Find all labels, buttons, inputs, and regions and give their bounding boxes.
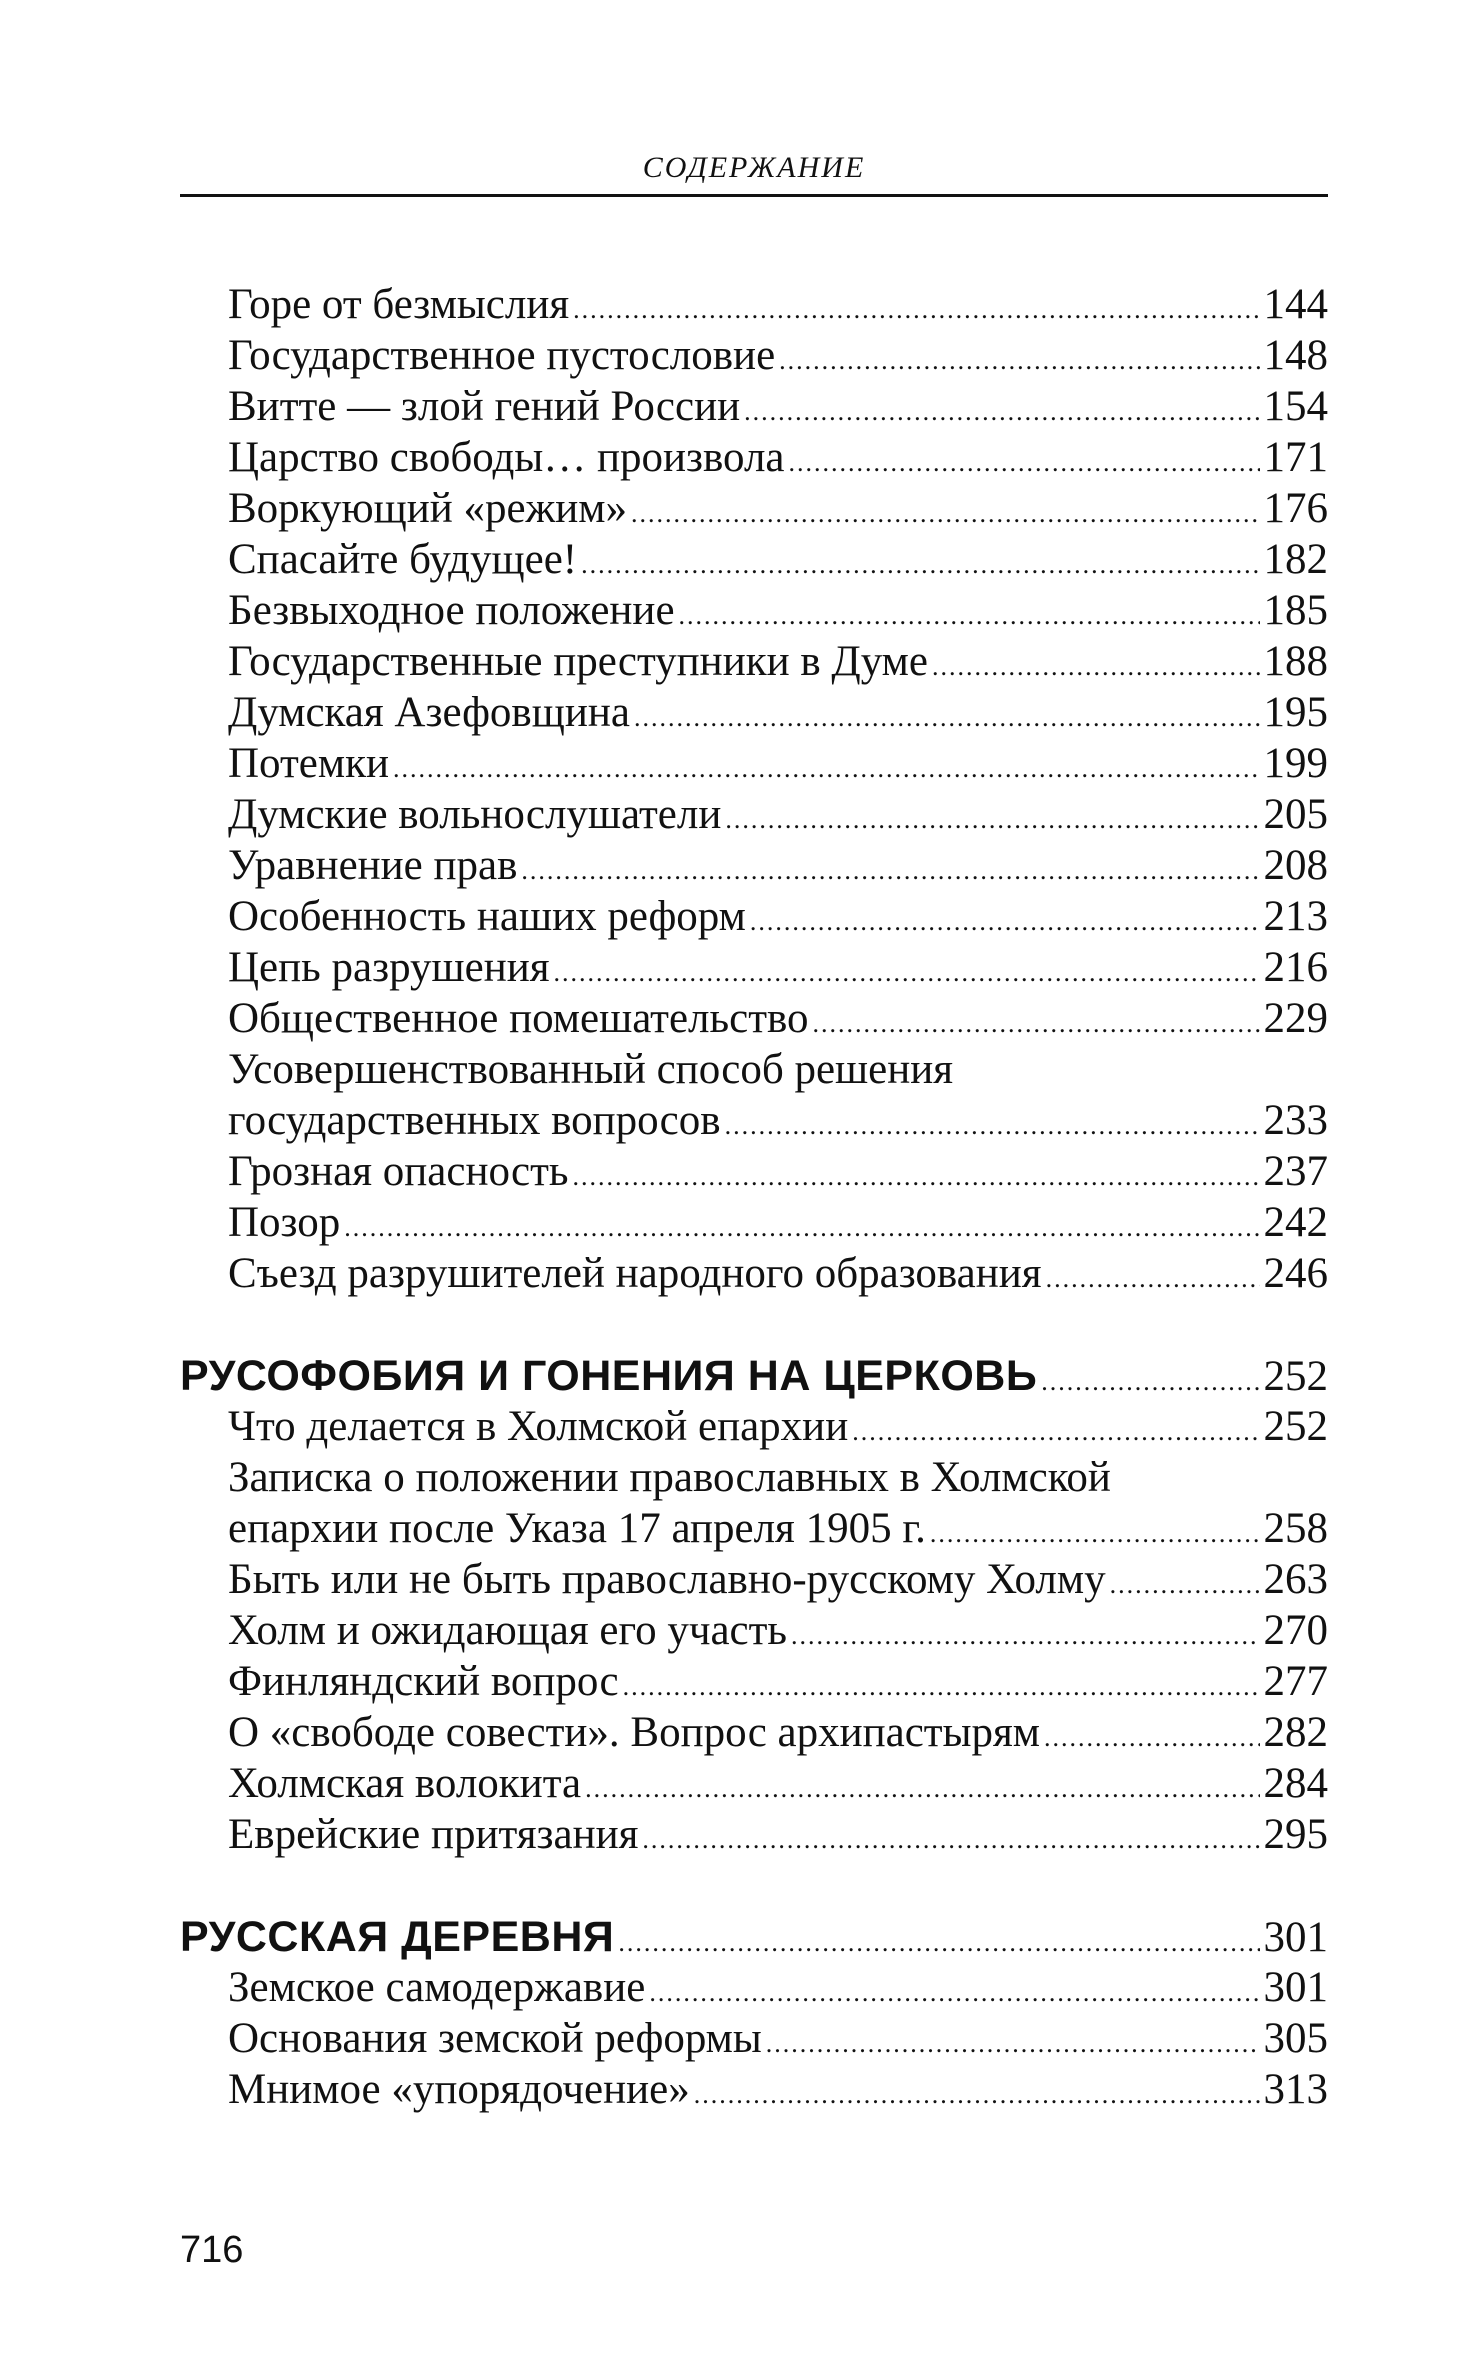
toc-entry (228, 1810, 1328, 1860)
dot-leader (344, 1215, 1259, 1241)
toc-entry-title: РУССКАЯ ДЕРЕВНЯ (180, 1913, 615, 1961)
toc-entry (228, 433, 1328, 483)
toc-entry-page: 258 (1263, 1505, 1328, 1552)
toc-entry-page: 195 (1263, 689, 1328, 736)
toc-entry-page: 205 (1263, 791, 1328, 838)
toc-entry-title: Съезд разрушителей народного образования (228, 1250, 1042, 1297)
dot-leader (930, 1521, 1260, 1547)
toc-entry (228, 1096, 1328, 1146)
toc-entry (228, 1045, 1328, 1095)
dot-leader (766, 2031, 1260, 2057)
toc-entry (228, 1657, 1328, 1707)
toc-entry-page: 154 (1263, 383, 1328, 430)
dot-leader (521, 858, 1259, 884)
toc-entry (228, 790, 1328, 840)
toc-entry (228, 2014, 1328, 2064)
toc-entry-title: Финляндский вопрос (228, 1658, 619, 1705)
toc-entry-title: Потемки (228, 740, 389, 787)
toc-entry-page: 313 (1263, 2066, 1328, 2113)
toc-entry (228, 688, 1328, 738)
toc-entry-title: О «свободе совести». Вопрос архипастырям (228, 1709, 1040, 1756)
toc-entry-page: 301 (1263, 1964, 1328, 2011)
toc-entry-page: 301 (1263, 1914, 1328, 1961)
toc-entry-title: Быть или не быть православно-русскому Холму (228, 1556, 1106, 1603)
toc-entry-title: Витте — злой гений России (228, 383, 741, 430)
toc-section-heading (180, 1912, 1328, 1963)
toc-entry (228, 280, 1328, 330)
toc-entry (228, 1147, 1328, 1197)
toc-entry-page: 171 (1263, 434, 1328, 481)
dot-leader (779, 348, 1259, 374)
toc-entry (228, 1453, 1328, 1503)
toc-entry-page: 295 (1263, 1811, 1328, 1858)
toc-entry-page: 176 (1263, 485, 1328, 532)
toc-entry-title: Безвыходное положение (228, 587, 675, 634)
dot-leader (649, 1980, 1259, 2006)
toc-entry-title: епархии после Указа 17 апреля 1905 г. (228, 1505, 926, 1552)
toc-entry-page: 182 (1263, 536, 1328, 583)
dot-leader (554, 960, 1260, 986)
toc-entry-title: РУСОФОБИЯ И ГОНЕНИЯ НА ЦЕРКОВЬ (180, 1352, 1038, 1400)
toc-section-heading (180, 1351, 1328, 1402)
dot-leader (725, 807, 1259, 833)
dot-leader (744, 399, 1259, 425)
dot-leader (750, 909, 1260, 935)
dot-leader (573, 1164, 1260, 1190)
toc-entry (228, 535, 1328, 585)
dot-leader (852, 1419, 1259, 1445)
dot-leader (642, 1827, 1259, 1853)
toc-entry-page: 270 (1263, 1607, 1328, 1654)
toc-entry-title: Думские вольнослушатели (228, 791, 722, 838)
toc-entry-page: 242 (1263, 1199, 1328, 1246)
toc-entry-title: Усовершенствованный способ решения (228, 1046, 954, 1093)
toc-entry-title: Основания земской реформы (228, 2015, 762, 2062)
toc-entry-title: Воркующий «режим» (228, 485, 627, 532)
dot-leader (1041, 1369, 1259, 1395)
toc-entry-title: Грозная опасность (228, 1148, 569, 1195)
dot-leader (1046, 1266, 1260, 1292)
toc-entry-page: 144 (1263, 281, 1328, 328)
dot-leader (725, 1113, 1260, 1139)
toc-entry-title: Холмская волокита (228, 1760, 582, 1807)
toc-entry (228, 382, 1328, 432)
dot-leader (573, 297, 1259, 323)
toc-entry-page: 208 (1263, 842, 1328, 889)
toc-entry-title: Еврейские притязания (228, 1811, 639, 1858)
toc-entry-page: 237 (1263, 1148, 1328, 1195)
toc-entry (228, 1759, 1328, 1809)
toc-entry-title: Спасайте будущее! (228, 536, 578, 583)
running-head: СОДЕРЖАНИЕ (642, 151, 866, 184)
dot-leader (932, 654, 1260, 680)
toc-entry (228, 892, 1328, 942)
dot-leader (618, 1930, 1259, 1956)
toc-entry-page: 199 (1263, 740, 1328, 787)
toc-entry (228, 1555, 1328, 1605)
toc-entry (228, 1708, 1328, 1758)
toc-entry-title: Думская Азефовщина (228, 689, 630, 736)
dot-leader (634, 705, 1260, 731)
toc-entry (228, 1402, 1328, 1452)
toc-entry-title: Позор (228, 1199, 341, 1246)
toc-entry-page: 233 (1263, 1097, 1328, 1144)
toc-entry-page: 277 (1263, 1658, 1328, 1705)
toc-entry-title: Записка о положении православных в Холмской (228, 1454, 1111, 1501)
toc-entry-page: 185 (1263, 587, 1328, 634)
dot-leader (1110, 1572, 1260, 1598)
toc-entry-page: 229 (1263, 995, 1328, 1042)
toc-entry (228, 841, 1328, 891)
toc-entry-page: 284 (1263, 1760, 1328, 1807)
toc-entry (228, 1606, 1328, 1656)
toc-entry (228, 1249, 1328, 1299)
dot-leader (623, 1674, 1260, 1700)
toc-entry (228, 1504, 1328, 1554)
toc-entry (228, 1198, 1328, 1248)
toc-entry-title: Государственные преступники в Думе (228, 638, 928, 685)
toc-entry (228, 2065, 1328, 2115)
dot-leader (1044, 1725, 1260, 1751)
toc-entry (228, 994, 1328, 1044)
toc-entry (228, 739, 1328, 789)
dot-leader (393, 756, 1260, 782)
dot-leader (631, 501, 1260, 527)
toc-entry-page: 305 (1263, 2015, 1328, 2062)
toc-entry-page: 252 (1263, 1403, 1328, 1450)
dot-leader (789, 450, 1260, 476)
dot-leader (581, 552, 1259, 578)
dot-leader (694, 2082, 1260, 2108)
toc-entry-title: Царство свободы… произвола (228, 434, 785, 481)
toc-entry-page: 246 (1263, 1250, 1328, 1297)
toc-entry-title: Цепь разрушения (228, 944, 550, 991)
toc-entry-page: 282 (1263, 1709, 1328, 1756)
toc-entry-page: 263 (1263, 1556, 1328, 1603)
toc-entry-page: 148 (1263, 332, 1328, 379)
toc-entry-page: 252 (1263, 1353, 1328, 1400)
toc-entry (228, 943, 1328, 993)
dot-leader (679, 603, 1260, 629)
toc-entry (228, 331, 1328, 381)
dot-leader (791, 1623, 1259, 1649)
toc-entry (228, 484, 1328, 534)
toc-entry-title: Горе от безмыслия (228, 281, 570, 328)
toc-entry-page: 188 (1263, 638, 1328, 685)
toc-entry-title: Что делается в Холмской епархии (228, 1403, 849, 1450)
toc-entry-title: Особенность наших реформ (228, 893, 746, 940)
dot-leader (813, 1011, 1260, 1037)
toc-entry-title: государственных вопросов (228, 1097, 721, 1144)
toc-entry-title: Мнимое «упорядочение» (228, 2066, 690, 2113)
toc-entry (228, 586, 1328, 636)
dot-leader (585, 1776, 1259, 1802)
page-number: 716 (180, 2229, 244, 2271)
toc-entry (228, 1963, 1328, 2013)
toc-entry (228, 637, 1328, 687)
toc-entry-title: Холм и ожидающая его участь (228, 1607, 788, 1654)
toc-entry-title: Государственное пустословие (228, 332, 776, 379)
toc-entry-title: Общественное помешательство (228, 995, 809, 1042)
toc-entry-page: 216 (1263, 944, 1328, 991)
toc-entry-title: Уравнение прав (228, 842, 518, 889)
toc-entry-page: 213 (1263, 893, 1328, 940)
toc-entry-title: Земское самодержавие (228, 1964, 646, 2011)
